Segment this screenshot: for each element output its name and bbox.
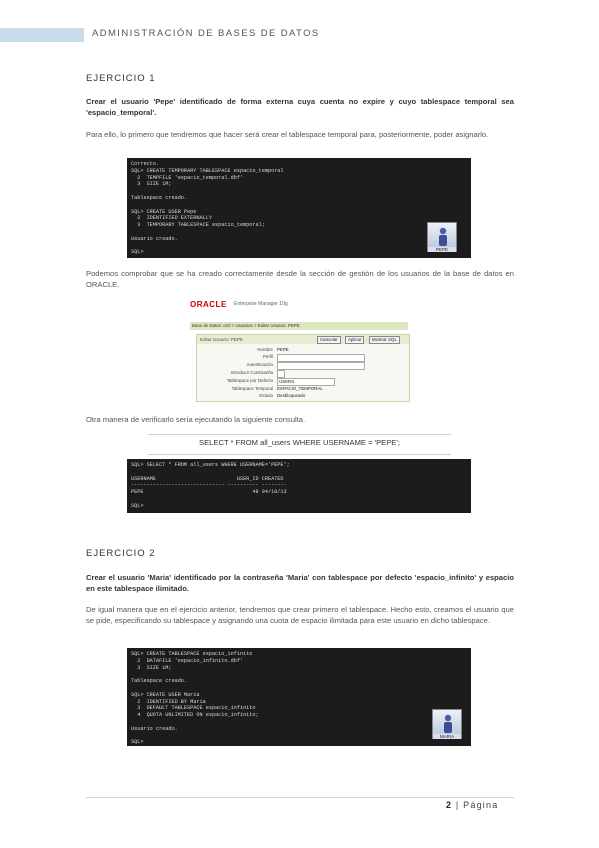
oracle-field-value: USERS	[279, 379, 295, 384]
oracle-panel-title: Editar Usuario: PEPE	[200, 337, 244, 342]
task-text: ' y espacio en este tablespace ilimitado.	[86, 573, 514, 593]
divider	[148, 434, 451, 435]
oracle-panel-header	[197, 335, 409, 344]
oracle-cancel-button[interactable]: Cancelar	[317, 336, 341, 344]
user-icon-maria	[432, 709, 462, 739]
terminal-text: SQL> CREATE TABLESPACE espacio_infinito 2 DATAFILE 'espacio_infinito.dbf' 3 SIZE 1M; Tablespace creado. SQL> CREATE USER Maria 2 IDENTIFIED BY Maria 3 DEFAULT TABLESPACE espacio_infinito 4 QUOTA UNLIMITED ON espacio_infinito; Usuario creado. SQL>	[131, 651, 259, 746]
exercise-1-task	[86, 96, 514, 118]
user-figure-icon	[437, 227, 449, 247]
task-text: Maria	[287, 573, 308, 582]
task-text: ' identificado de forma externa cuya cuenta no expire y cuyo tablespace temporal sea '	[86, 97, 514, 117]
user-icon-pepe	[427, 222, 457, 252]
task-text: Pepe	[155, 97, 174, 106]
exercise-2-paragraph-1: De igual manera que en el ejercicio anterior, tendremos que crear primero el tablespace. Hecho esto, creamos el usuario que se pide, especificando su tablespace y asignando una cuota de espacio ilimitada para este usuario en dicho tablespace.	[86, 605, 514, 625]
oracle-auth-field[interactable]	[277, 362, 365, 370]
sql-query: SELECT * FROM all_users WHERE USERNAME = 'PEPE';	[199, 438, 400, 447]
oracle-logo: ORACLE	[190, 300, 227, 309]
page-label: Página	[463, 800, 499, 810]
oracle-field-label: Estado	[259, 393, 273, 398]
oracle-logo-subtitle: Enterprise Manager 10g	[234, 301, 288, 307]
terminal-screenshot-3	[127, 648, 471, 746]
task-text: espacio_temporal	[87, 108, 153, 117]
exercise-1-paragraph-3: Otra manera de verificarlo sería ejecutando la siguiente consulta.	[86, 415, 306, 424]
user-icon-label: MARIA	[433, 734, 461, 739]
task-text: espacio_infinito	[416, 573, 475, 582]
exercise-1-paragraph-2: Podemos comprobar que se ha creado correctamente desde la sección de gestión de los usuarios de la base de datos en ORACLE.	[86, 269, 514, 289]
oracle-field-value: PEPE	[277, 347, 289, 352]
oracle-profile-field[interactable]	[277, 354, 365, 362]
user-figure-icon	[442, 714, 454, 734]
oracle-default-tablespace-select[interactable]	[277, 378, 335, 386]
exercise-2-heading: EJERCICIO 2	[86, 548, 156, 559]
oracle-field-label: Autenticación	[246, 362, 273, 367]
oracle-em-screenshot	[190, 300, 408, 400]
task-text: ' con tablespace por defecto '	[307, 573, 417, 582]
oracle-field-label: Tablespace por Defecto	[226, 378, 273, 383]
oracle-field-label: Nombre	[257, 347, 273, 352]
task-text: Crear el usuario '	[86, 97, 156, 106]
oracle-checkbox[interactable]	[277, 370, 285, 378]
oracle-field-label: Tablespace Temporal	[231, 386, 273, 391]
oracle-field-value: ESPACIO_TEMPORAL	[277, 386, 323, 391]
header-accent-bar	[0, 28, 84, 42]
header-title: ADMINISTRACIÓN DE BASES DE DATOS	[92, 28, 320, 39]
terminal-text: Correcto. SQL> CREATE TEMPORARY TABLESPACE espacio_temporal 2 TEMPFILE 'espacio_temporal.dbf' 3 SIZE 1M; Tablespace creado. SQL> CREATE USER Pepe 2 IDENTIFIED EXTERNALLY 3 TEMPORARY TABLESPACE espacio_temporal; Usuario creado. SQL>	[131, 161, 284, 256]
oracle-show-sql-button[interactable]: Mostrar SQL	[369, 336, 400, 344]
task-text: '.	[152, 108, 157, 117]
exercise-1-heading: EJERCICIO 1	[86, 73, 156, 84]
task-text: Maria	[149, 573, 170, 582]
oracle-field-value: Desbloqueado	[277, 393, 306, 398]
oracle-field-label: Perfil	[262, 354, 273, 359]
page-footer: 2 | Página	[446, 800, 499, 810]
task-text: ' identificado por la contraseña '	[169, 573, 288, 582]
exercise-1-paragraph-1: Para ello, lo primero que tendremos que hacer será crear el tablespace temporal para, posteriormente, poder asignarlo.	[86, 130, 489, 139]
footer-divider	[86, 797, 514, 798]
terminal-text: SQL> SELECT * FROM all_users WHERE USERNAME='PEPE'; USERNAME USER_ID CREATED ------------------------------ ---------- -------- PEPE 48 04/10/13 SQL>	[131, 462, 290, 509]
terminal-screenshot-1	[127, 158, 471, 258]
exercise-2-task	[86, 572, 514, 594]
terminal-screenshot-2	[127, 459, 471, 513]
oracle-apply-button[interactable]: Aplicar	[345, 336, 364, 344]
user-icon-label: PEPE	[428, 247, 456, 252]
oracle-edit-user-panel	[196, 334, 410, 402]
oracle-field-label: Introducir Contraseña	[230, 370, 273, 375]
oracle-breadcrumb[interactable]: Base de Datos: orcl > Usuarios > Editar Usuario: PEPE	[190, 322, 408, 330]
divider	[148, 454, 451, 455]
task-text: Crear el usuario '	[86, 573, 150, 582]
page-number: 2	[446, 800, 453, 810]
